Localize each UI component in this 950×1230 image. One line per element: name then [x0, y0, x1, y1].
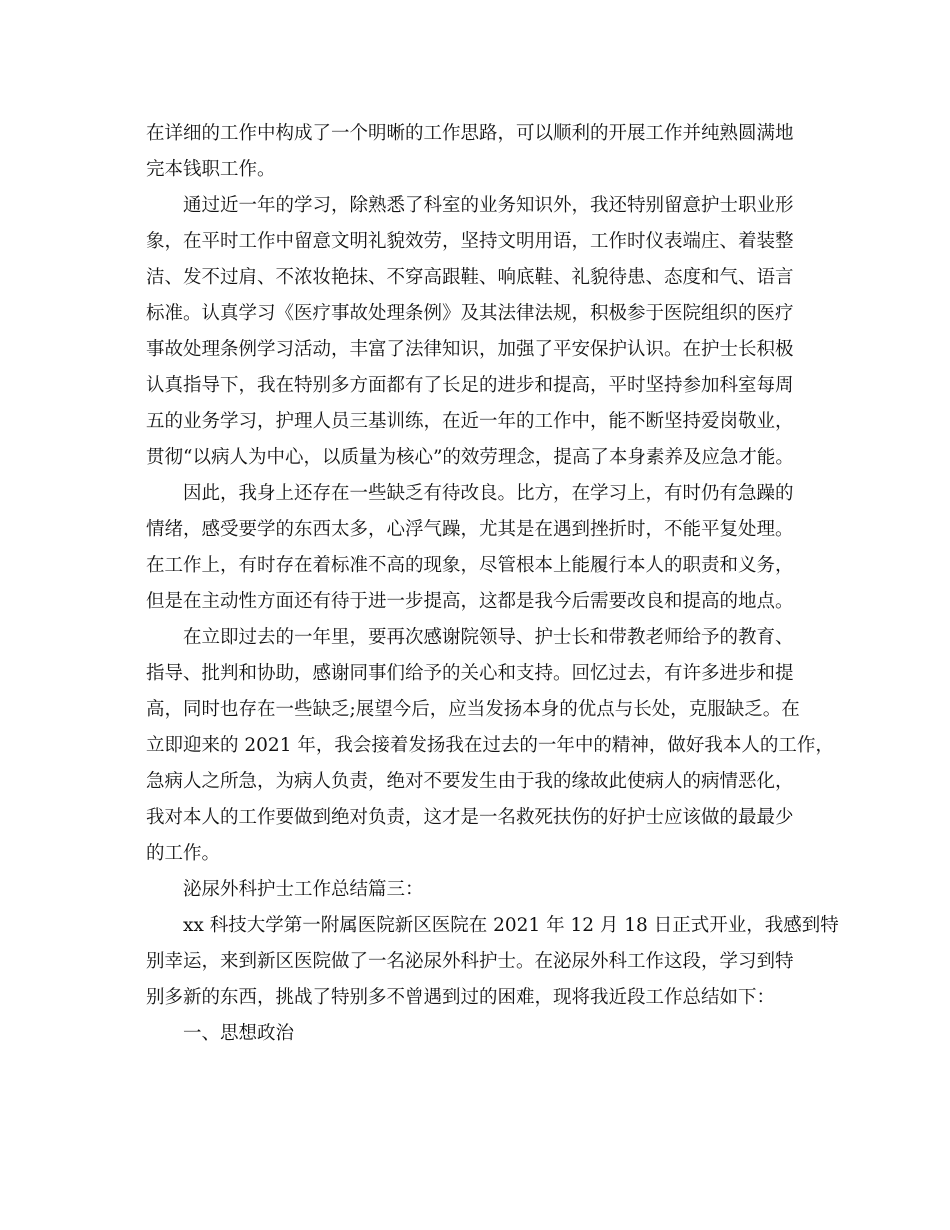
text-line: 的工作。 [146, 843, 221, 864]
text-line: xx 科技大学第一附属医院新区医院在 2021 年 12 月 18 日正式开业，我感到特 [183, 915, 839, 936]
text-line: 在立即过去的一年里，要再次感谢院领导、护士长和带教老师给予的教育、 [183, 627, 794, 648]
text-line: 象，在平时工作中留意文明礼貌效劳，坚持文明用语，工作时仪表端庄、着装整 [146, 231, 794, 252]
text-line: 在详细的工作中构成了一个明晰的工作思路，可以顺利的开展工作并纯熟圆满地 [146, 123, 794, 144]
text-line: 贯彻“以病人为中心，以质量为核心”的效劳理念，提高了本身素养及应急才能。 [146, 447, 794, 468]
text-line: 别多新的东西，挑战了特别多不曾遇到过的困难，现将我近段工作总结如下： [146, 987, 776, 1008]
text-line: 但是在主动性方面还有待于进一步提高，这都是我今后需要改良和提高的地点。 [146, 591, 794, 612]
text-line: 因此，我身上还存在一些缺乏有待改良。比方，在学习上，有时仍有急躁的 [183, 483, 794, 504]
text-line: 标准。认真学习《医疗事故处理条例》及其法律法规，积极参于医院组织的医疗 [146, 303, 794, 324]
text-line: 五的业务学习，护理人员三基训练，在近一年的工作中，能不断坚持爱岗敬业， [146, 411, 794, 432]
text-line: 立即迎来的 2021 年，我会接着发扬我在过去的一年中的精神，做好我本人的工作， [146, 735, 834, 756]
document-body [146, 116, 839, 1052]
text-line: 别幸运，来到新区医院做了一名泌尿外科护士。在泌尿外科工作这段，学习到特 [146, 951, 794, 972]
text-line: 事故处理条例学习活动，丰富了法律知识，加强了平安保护认识。在护士长积极 [146, 339, 794, 360]
text-line: 我对本人的工作要做到绝对负责，这才是一名救死扶伤的好护士应该做的最最少 [146, 807, 794, 828]
text-line: 认真指导下，我在特别多方面都有了长足的进步和提高，平时坚持参加科室每周 [146, 375, 794, 396]
text-line: 一、思想政治 [183, 1023, 295, 1044]
text-line: 泌尿外科护士工作总结篇三： [183, 879, 424, 900]
text-line: 高，同时也存在一些缺乏;展望今后，应当发扬本身的优点与长处，克服缺乏。在 [146, 699, 800, 720]
text-line: 在工作上，有时存在着标准不高的现象，尽管根本上能履行本人的职责和义务， [146, 555, 794, 576]
text-line: 情绪，感受要学的东西太多，心浮气躁，尤其是在遇到挫折时，不能平复处理。 [146, 519, 794, 540]
text-line: 急病人之所急，为病人负责，绝对不要发生由于我的缘故此使病人的病情恶化， [146, 771, 794, 792]
text-line: 洁、发不过肩、不浓妆艳抹、不穿高跟鞋、响底鞋、礼貌待患、态度和气、语言 [146, 267, 794, 288]
text-line: 完本钱职工作。 [146, 159, 276, 180]
text-line: 通过近一年的学习，除熟悉了科室的业务知识外，我还特别留意护士职业形 [183, 195, 794, 216]
text-line: 指导、批判和协助，感谢同事们给予的关心和支持。回忆过去，有许多进步和提 [146, 663, 794, 684]
